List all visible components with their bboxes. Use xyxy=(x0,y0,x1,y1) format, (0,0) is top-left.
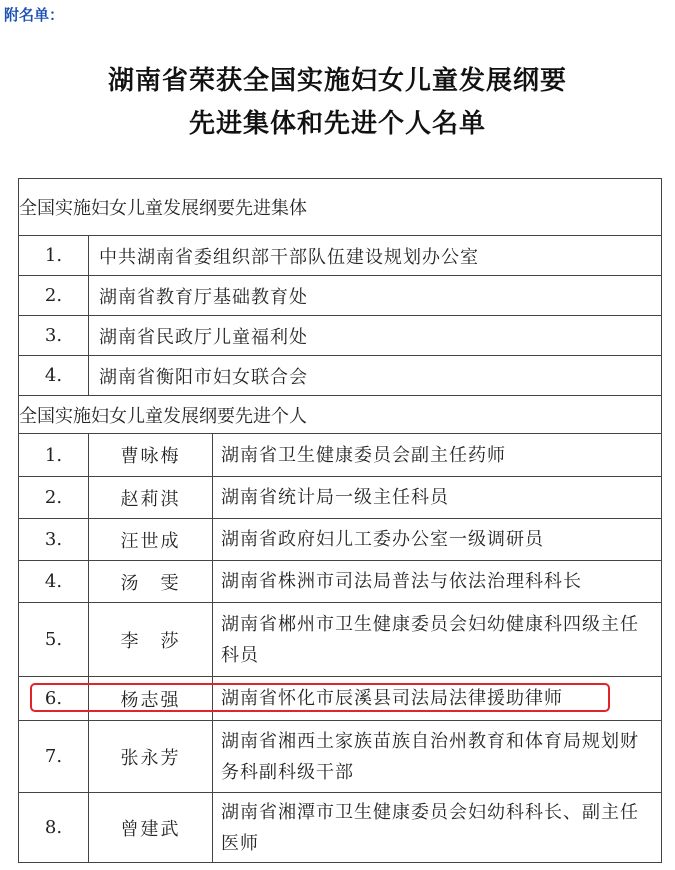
row-number: 4. xyxy=(19,356,89,396)
table-row xyxy=(19,519,662,561)
row-number: 1. xyxy=(19,434,89,477)
row-number: 3. xyxy=(19,316,89,356)
row-number: 5. xyxy=(19,603,89,677)
row-number: 7. xyxy=(19,721,89,793)
collective-name: 湖南省教育厅基础教育处 xyxy=(89,276,662,316)
table-row xyxy=(19,356,662,396)
collective-header-cell: 全国实施妇女儿童发展纲要先进集体 xyxy=(19,179,662,236)
table-row xyxy=(19,793,662,863)
table-row xyxy=(19,477,662,519)
table-row xyxy=(19,721,662,793)
person-name: 汤 雯 xyxy=(89,561,213,603)
collective-name: 湖南省衡阳市妇女联合会 xyxy=(89,356,662,396)
table-row xyxy=(19,603,662,677)
table-row xyxy=(19,677,662,721)
person-name: 李 莎 xyxy=(89,603,213,677)
table-row xyxy=(19,236,662,276)
person-position: 湖南省湘西土家族苗族自治州教育和体育局规划财务科副科级干部 xyxy=(213,721,662,793)
document-title-line-2: 先进集体和先进个人名单 xyxy=(188,109,486,139)
person-position: 湖南省郴州市卫生健康委员会妇幼健康科四级主任科员 xyxy=(213,603,662,677)
attachment-label: 附名单： xyxy=(4,6,65,24)
person-position: 湖南省政府妇儿工委办公室一级调研员 xyxy=(213,519,662,561)
table-row xyxy=(19,561,662,603)
row-number: 4. xyxy=(19,561,89,603)
row-number: 6. xyxy=(19,677,89,721)
table-row xyxy=(19,276,662,316)
person-name: 杨志强 xyxy=(89,677,213,721)
collective-name: 湖南省民政厅儿童福利处 xyxy=(89,316,662,356)
person-name: 张永芳 xyxy=(89,721,213,793)
collective-section-header xyxy=(19,179,662,236)
person-name: 曾建武 xyxy=(89,793,213,863)
document-title-line-1: 湖南省荣获全国实施妇女儿童发展纲要 xyxy=(107,66,567,96)
row-number: 3. xyxy=(19,519,89,561)
person-position: 湖南省湘潭市卫生健康委员会妇幼科科长、副主任医师 xyxy=(213,793,662,863)
row-number: 1. xyxy=(19,236,89,276)
person-name: 赵莉淇 xyxy=(89,477,213,519)
person-name: 曹咏梅 xyxy=(89,434,213,477)
row-number: 8. xyxy=(19,793,89,863)
table-row xyxy=(19,434,662,477)
person-position: 湖南省怀化市辰溪县司法局法律援助律师 xyxy=(213,677,662,721)
individual-section-header xyxy=(19,396,662,434)
person-position: 湖南省卫生健康委员会副主任药师 xyxy=(213,434,662,477)
collective-name: 中共湖南省委组织部干部队伍建设规划办公室 xyxy=(89,236,662,276)
person-position: 湖南省株洲市司法局普法与依法治理科科长 xyxy=(213,561,662,603)
individual-header-cell: 全国实施妇女儿童发展纲要先进个人 xyxy=(19,396,662,434)
honor-list-table xyxy=(18,178,662,863)
person-name: 汪世成 xyxy=(89,519,213,561)
row-number: 2. xyxy=(19,276,89,316)
person-position: 湖南省统计局一级主任科员 xyxy=(213,477,662,519)
row-number: 2. xyxy=(19,477,89,519)
table-row xyxy=(19,316,662,356)
